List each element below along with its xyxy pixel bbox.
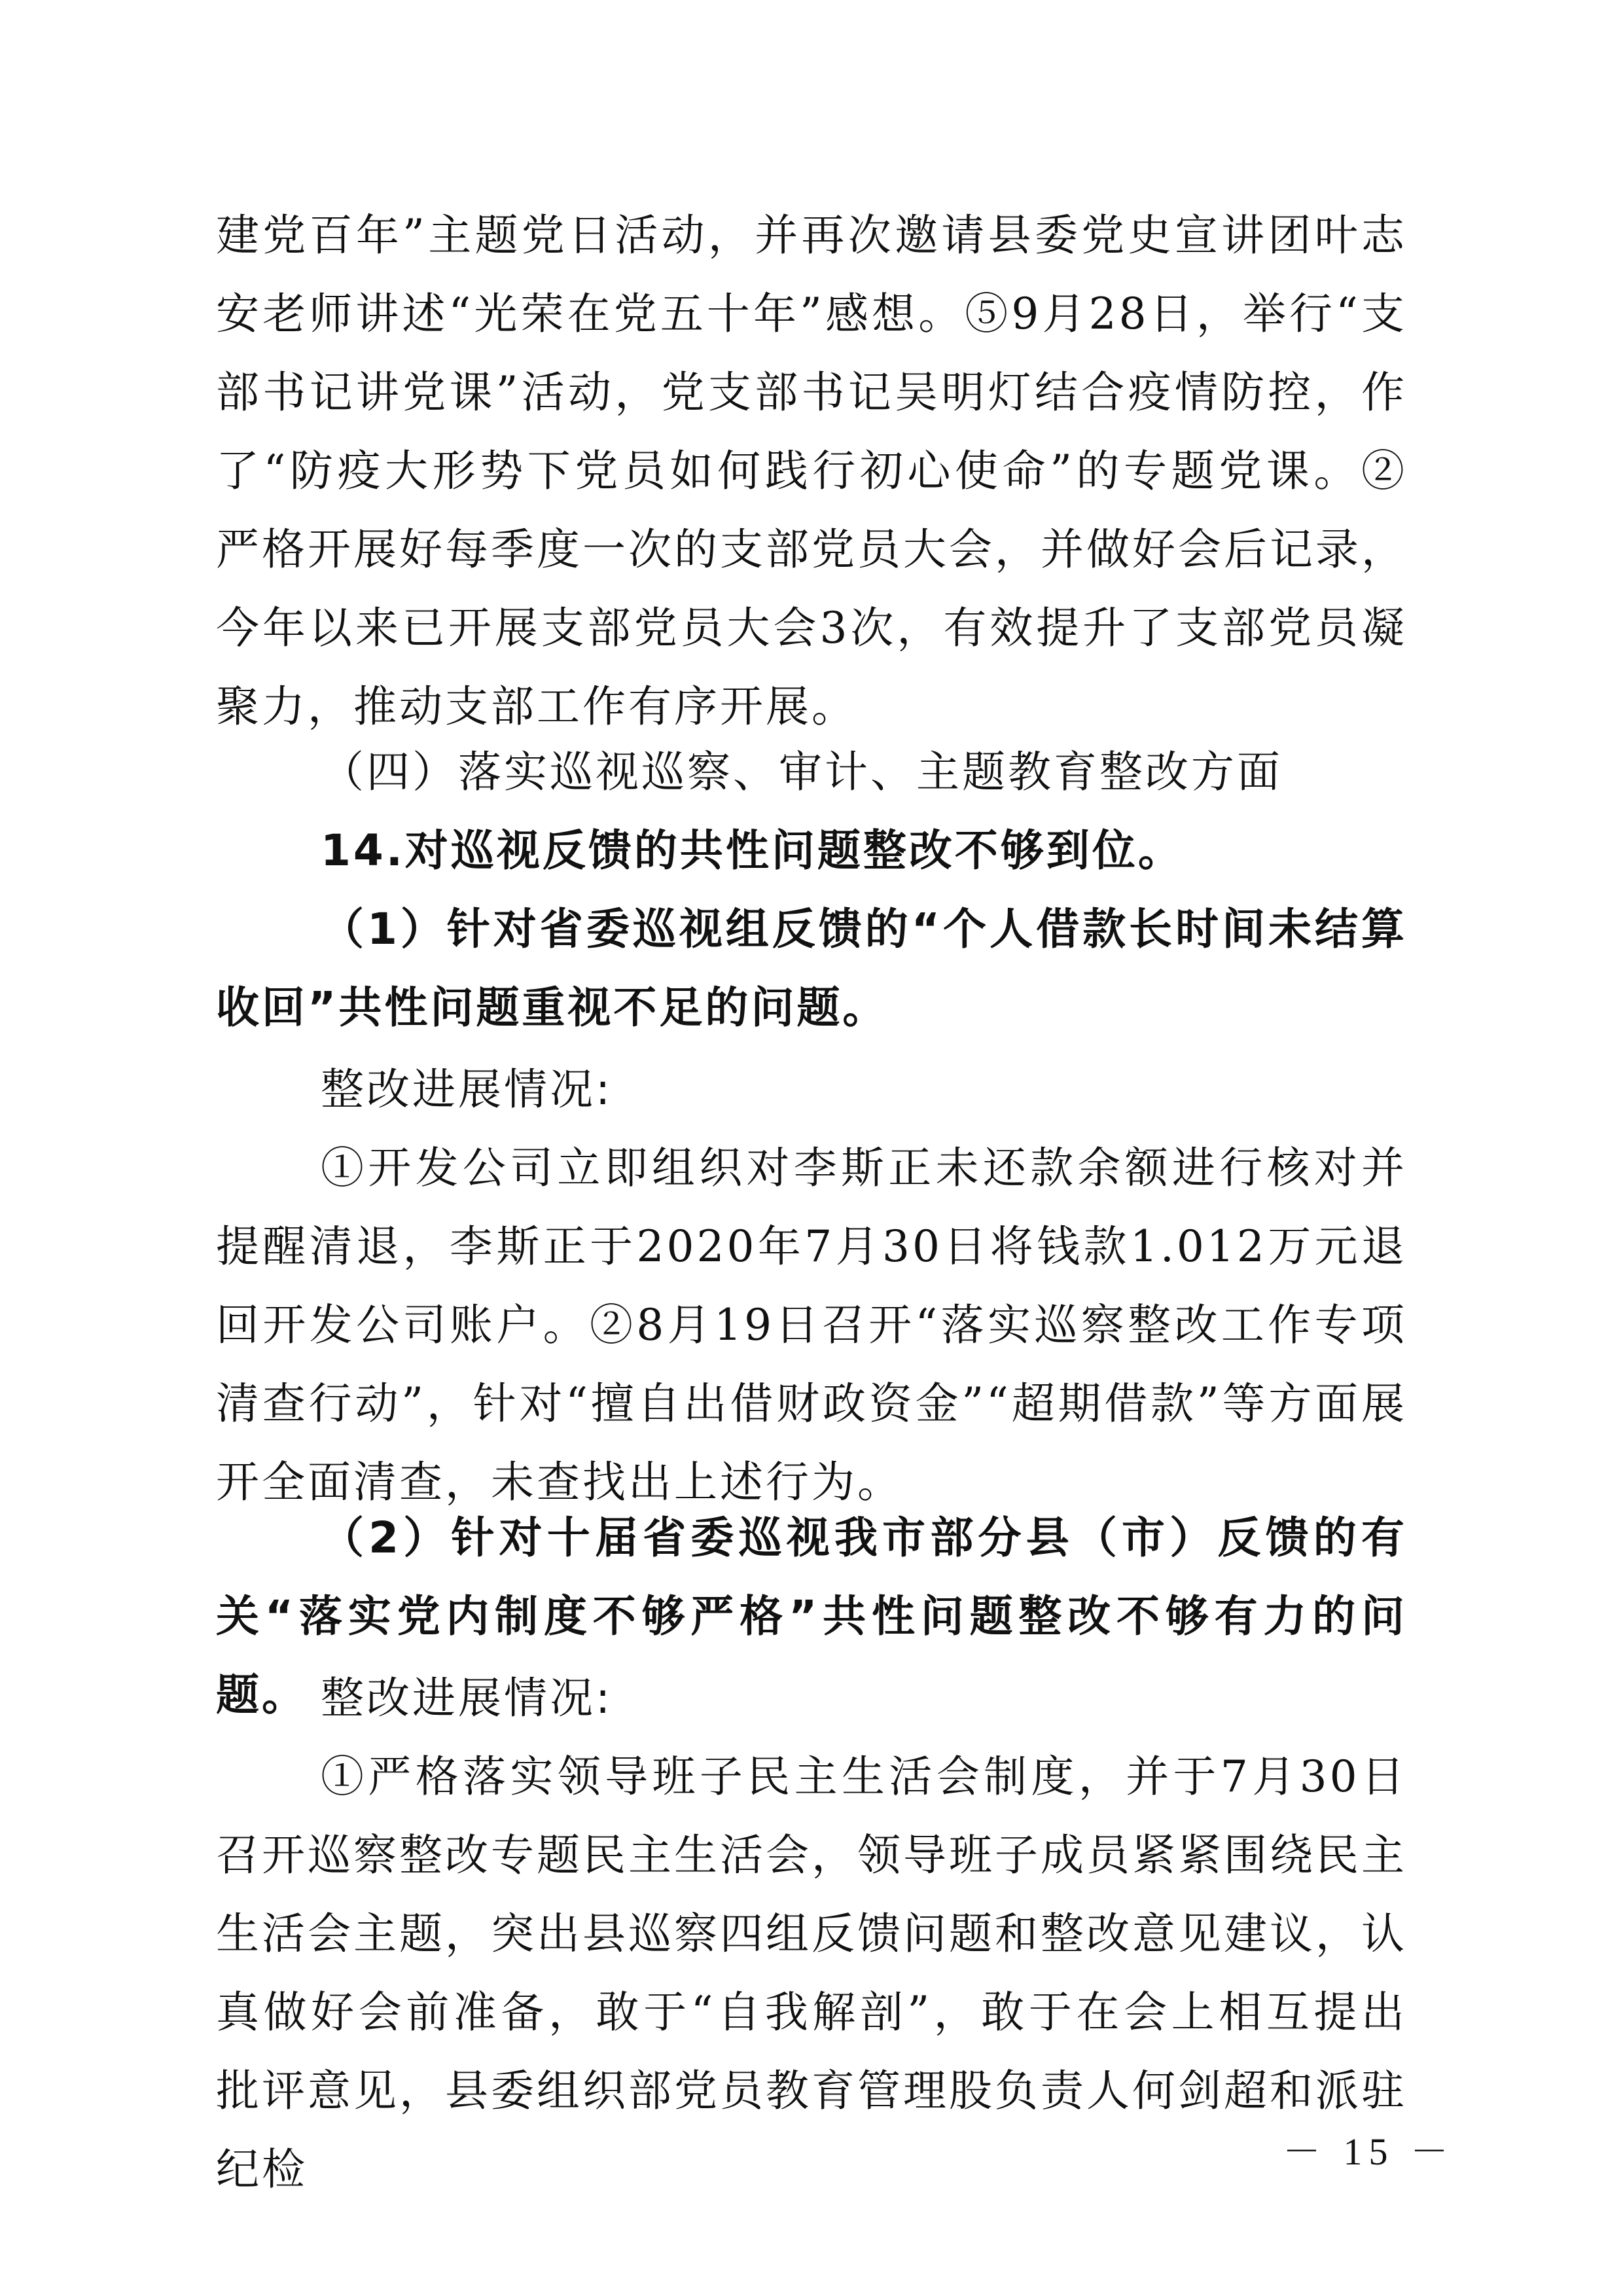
progress-label-2: 整改进展情况:: [321, 1673, 613, 1723]
section-heading: （四）落实巡视巡察、审计、主题教育整改方面: [321, 747, 1283, 797]
page-number: － 15 －: [1283, 2130, 1455, 2173]
progress-label-1: 整改进展情况:: [321, 1064, 613, 1115]
item-heading: 14.对巡视反馈的共性问题整改不够到位。: [321, 825, 1184, 876]
continued-paragraph: 建党百年”主题党日活动，并再次邀请县委党史宣讲团叶志安老师讲述“光荣在党五十年”感想。⑤9月28日，举行“支部书记讲党课”活动，党支部书记吴明灯结合疫情防控，作了“防疫大形势下党员如何践行初心使命”的专题党课。②严格开展好每季度一次的支部党员大会，并做好会后记录，今年以来已开展支部党员大会3次，有效提升了支部党员凝聚力，推动支部工作有序开展。: [216, 210, 1407, 732]
subitem-1: （1）针对省委巡视组反馈的“个人借款长时间未结算收回”共性问题重视不足的问题。: [216, 904, 1407, 1033]
progress-text-2: ①严格落实领导班子民主生活会制度，并于7月30日召开巡察整改专题民主生活会，领导班子成员紧紧围绕民主生活会主题，突出县巡察四组反馈问题和整改意见建议，认真做好会前准备，敢于“自我解剖”，敢于在会上相互提出批评意见，县委组织部党员教育管理股负责人何剑超和派驻纪检: [216, 1751, 1407, 2195]
progress-text-1: ①开发公司立即组织对李斯正未还款余额进行核对并提醒清退，李斯正于2020年7月30日将钱款1.012万元退回开发公司账户。②8月19日召开“落实巡察整改工作专项清查行动”，针对“擅自出借财政资金”“超期借款”等方面展开全面清查，未查找出上述行为。: [216, 1143, 1407, 1507]
subitem-2: （2）针对十届省委巡视我市部分县（市）反馈的有关“落实党内制度不够严格”共性问题整改不够有力的问题。: [216, 1513, 1407, 1720]
